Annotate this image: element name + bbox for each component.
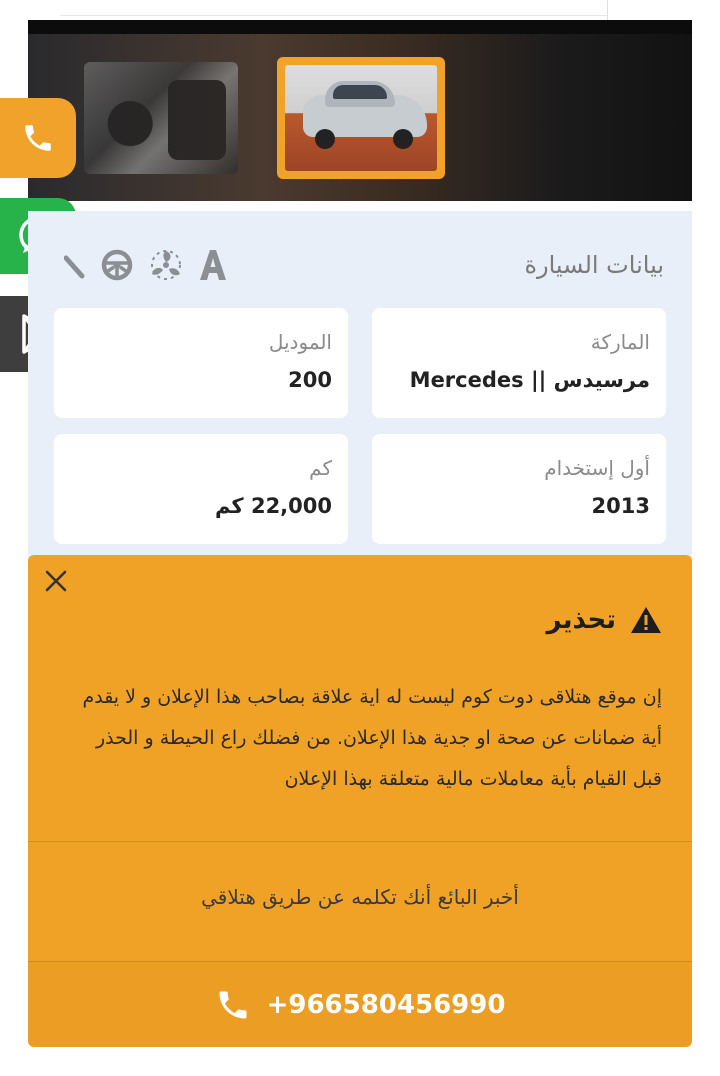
image-gallery (28, 20, 692, 201)
tell-seller-text: أخبر البائع أنك تكلمه عن طريق هتلاقي (201, 885, 519, 909)
divider (28, 841, 692, 842)
top-divider (607, 0, 608, 20)
field-value: 2013 (591, 494, 650, 518)
field-value: مرسيدس || Mercedes (409, 368, 650, 392)
field-value: 22,000 كم (214, 494, 332, 518)
car-details-panel (28, 211, 692, 565)
car-feature-icons (64, 245, 228, 285)
phone-icon (21, 121, 55, 155)
phone-icon (215, 987, 251, 1023)
field-label: أول إستخدام (544, 456, 650, 480)
call-fab-button[interactable] (0, 98, 76, 178)
field-card-first-use (372, 434, 666, 544)
gallery-thumbnail-interior[interactable] (84, 62, 238, 174)
transmission-a-icon (198, 248, 228, 282)
search-underline (60, 15, 608, 16)
field-card-model (54, 308, 348, 418)
close-icon[interactable] (42, 567, 70, 595)
field-value: 200 (288, 368, 332, 392)
field-label: كم (309, 456, 332, 480)
warning-title: تحذير (546, 605, 616, 635)
seller-phone-number: +966580456990 (266, 989, 506, 1020)
field-card-make (372, 308, 666, 418)
call-seller-button[interactable] (28, 961, 692, 1047)
field-label: الماركة (590, 330, 650, 354)
field-label: الموديل (268, 330, 332, 354)
gallery-thumbnail-selected[interactable] (277, 57, 445, 179)
warning-message: إن موقع هتلاقى دوت كوم ليست له اية علاقة بصاحب هذا الإعلان و لا يقدم أية ضمانات عن صحة او جدية هذا الإعلان. من فضلك راع الحيطة و الحذر قبل القيام بأية معاملات مالية متعلقة بهذا الإعلان (82, 686, 662, 790)
car-details-title: بيانات السيارة (524, 251, 664, 279)
steering-wheel-icon (100, 248, 134, 282)
warning-dialog (28, 555, 692, 1046)
gallery-top-strip (28, 20, 692, 34)
warning-header (547, 605, 662, 635)
warning-triangle-icon (630, 606, 662, 634)
search-icon (64, 250, 86, 280)
top-bar (0, 0, 720, 20)
field-card-mileage (54, 434, 348, 544)
fan-icon (148, 248, 184, 282)
